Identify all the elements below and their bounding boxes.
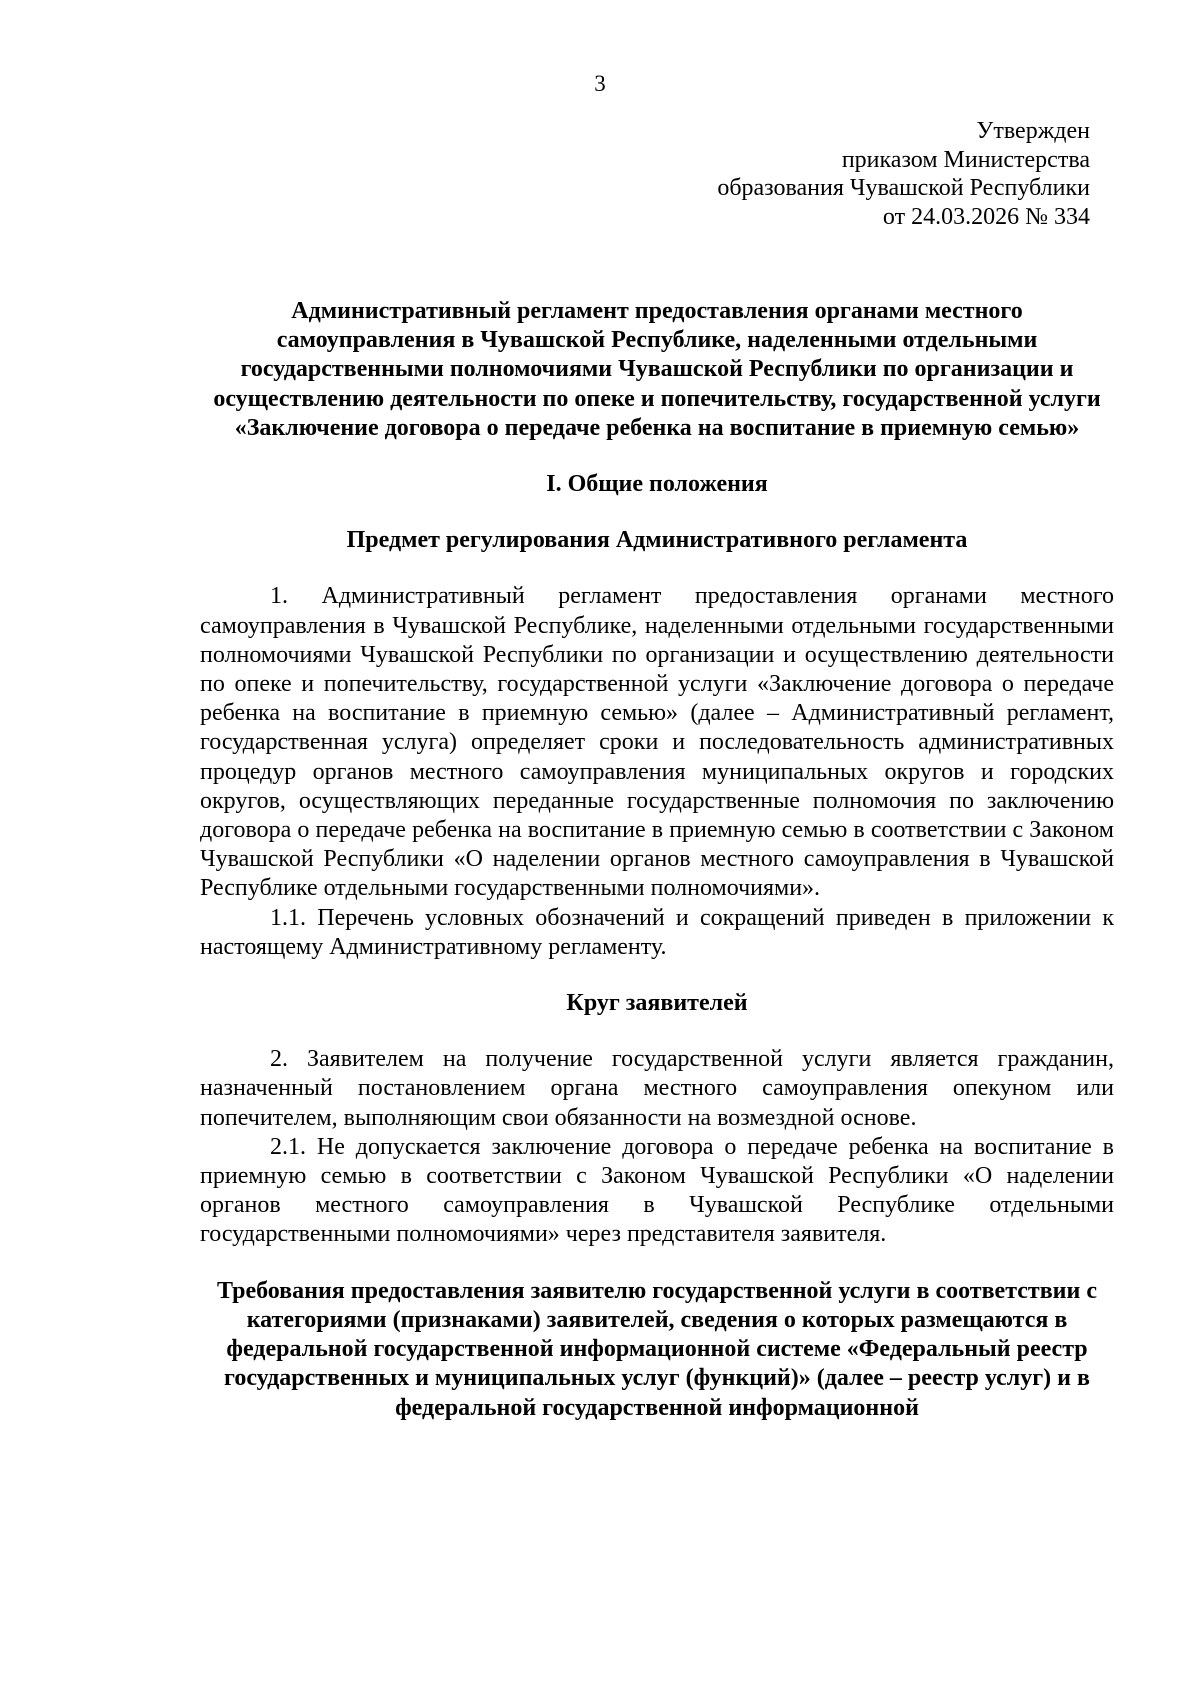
approval-line-4: от 24.03.2026 № 334 — [882, 203, 1090, 230]
approval-line-3: образования Чувашской Республики — [717, 175, 1090, 201]
subheading-requirements: Требования предоставления заявителю государственной услуги в соответствии с категориями (признаками) заявителей, сведения о которых размещаются в федеральной государственной информационной системе «Федеральный реестр государственных и муниципальных услуг (функций)» (далее – реестр услуг) и в федеральной государственной информационной — [217, 1277, 1097, 1421]
paragraph-2-1: 2.1. Не допускается заключение договора о передаче ребенка на воспитание в приемную семью в соответствии с Законом Чувашской Республики «О наделении органов местного самоуправления в Чувашской Республике отдельными государственными полномочиями» через представителя заявителя. — [200, 1133, 1114, 1248]
paragraph-2: 2. Заявителем на получение государственной услуги является гражданин, назначенный постановлением органа местного самоуправления опекуном или попечителем, выполняющим свои обязанности на возмездной основе. — [200, 1046, 1114, 1131]
paragraph-1: 1. Административный регламент предоставления органами местного самоуправления в Чувашской Республике, наделенными отдельными государственными полномочиями Чувашской Республики по организации и осуществлению деятельности по опеке и попечительству, государственной услуги «Заключение договора о передаче ребенка на воспитание в приемную семью» (далее – Административный регламент, государственная услуга) определяет сроки и последовательность административных процедур органов местного самоуправления муниципальных округов и городских округов, осуществляющих переданные государственные полномочия по заключению договора о передаче ребенка на воспитание в приемную семью в соответствии с Законом Чувашской Республики «О наделении органов местного самоуправления в Чувашской Республике отдельными государственными полномочиями». — [200, 583, 1114, 902]
document-title: Административный регламент предоставления органами местного самоуправления в Чувашской Республике, наделенными отдельными государственными полномочиями Чувашской Республики по организации и осуществлению деятельности по опеке и попечительству, государственной услуги «Заключение договора о передаче ребенка на воспитание в приемную семью» — [213, 298, 1101, 441]
approval-line-1: Утвержден — [976, 118, 1090, 144]
applicants-paragraphs — [200, 1045, 1114, 1249]
paragraph-1-1: 1.1. Перечень условных обозначений и сокращений приведен в приложении к настоящему Административному регламенту. — [200, 904, 1114, 960]
subheading-subject: Предмет регулирования Административного регламента — [346, 527, 968, 554]
subheading-applicants: Круг заявителей — [566, 990, 748, 1017]
approval-stamp — [717, 117, 1090, 231]
section-heading-general: I. Общие положения — [546, 471, 768, 498]
page-number: 3 — [594, 71, 606, 96]
approval-line-2: приказом Министерства — [841, 146, 1090, 173]
subject-paragraphs — [200, 582, 1114, 962]
document-body — [200, 297, 1114, 1423]
